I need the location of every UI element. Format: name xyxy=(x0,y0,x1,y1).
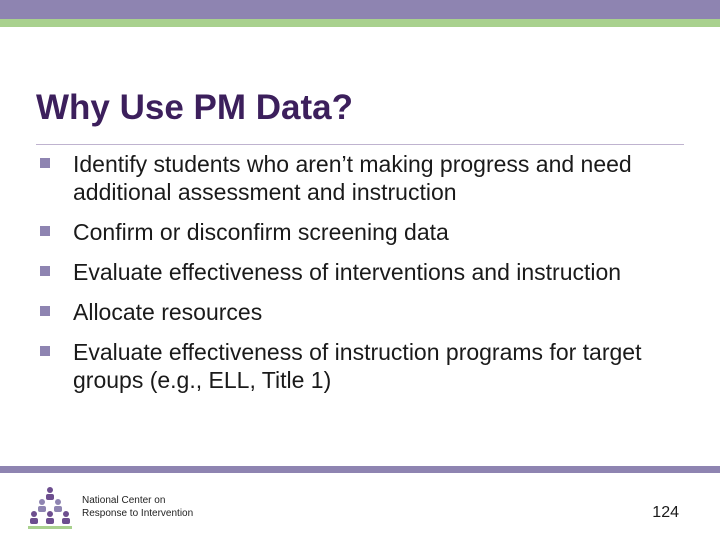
org-name-line1: National Center on xyxy=(82,495,166,506)
bullet-text: Identify students who aren’t making progress and need additional assessment and instruction xyxy=(73,151,632,205)
bullet-item xyxy=(40,258,680,286)
square-bullet-icon xyxy=(40,226,50,236)
title-divider xyxy=(36,144,684,145)
people-pyramid-icon xyxy=(26,486,74,530)
bottom-purple-band xyxy=(0,466,720,473)
bullet-item xyxy=(40,218,680,246)
bullet-text: Evaluate effectiveness of interventions and instruction xyxy=(73,259,622,285)
top-green-band xyxy=(0,19,720,27)
bullet-item xyxy=(40,338,680,394)
slide-title: Why Use PM Data? xyxy=(36,88,353,127)
top-purple-band xyxy=(0,0,720,19)
page-number: 124 xyxy=(652,504,679,521)
square-bullet-icon xyxy=(40,306,50,316)
bullet-item xyxy=(40,150,680,206)
org-name-line2: Response to Intervention xyxy=(82,508,194,519)
bullet-text: Evaluate effectiveness of instruction programs for target groups (e.g., ELL, Title 1) xyxy=(73,339,642,393)
organization-name xyxy=(82,494,193,520)
bullet-text: Allocate resources xyxy=(73,299,263,325)
bullet-list xyxy=(40,150,680,394)
bullet-text: Confirm or disconfirm screening data xyxy=(73,219,449,245)
square-bullet-icon xyxy=(40,346,50,356)
bullet-item xyxy=(40,298,680,326)
square-bullet-icon xyxy=(40,266,50,276)
square-bullet-icon xyxy=(40,158,50,168)
